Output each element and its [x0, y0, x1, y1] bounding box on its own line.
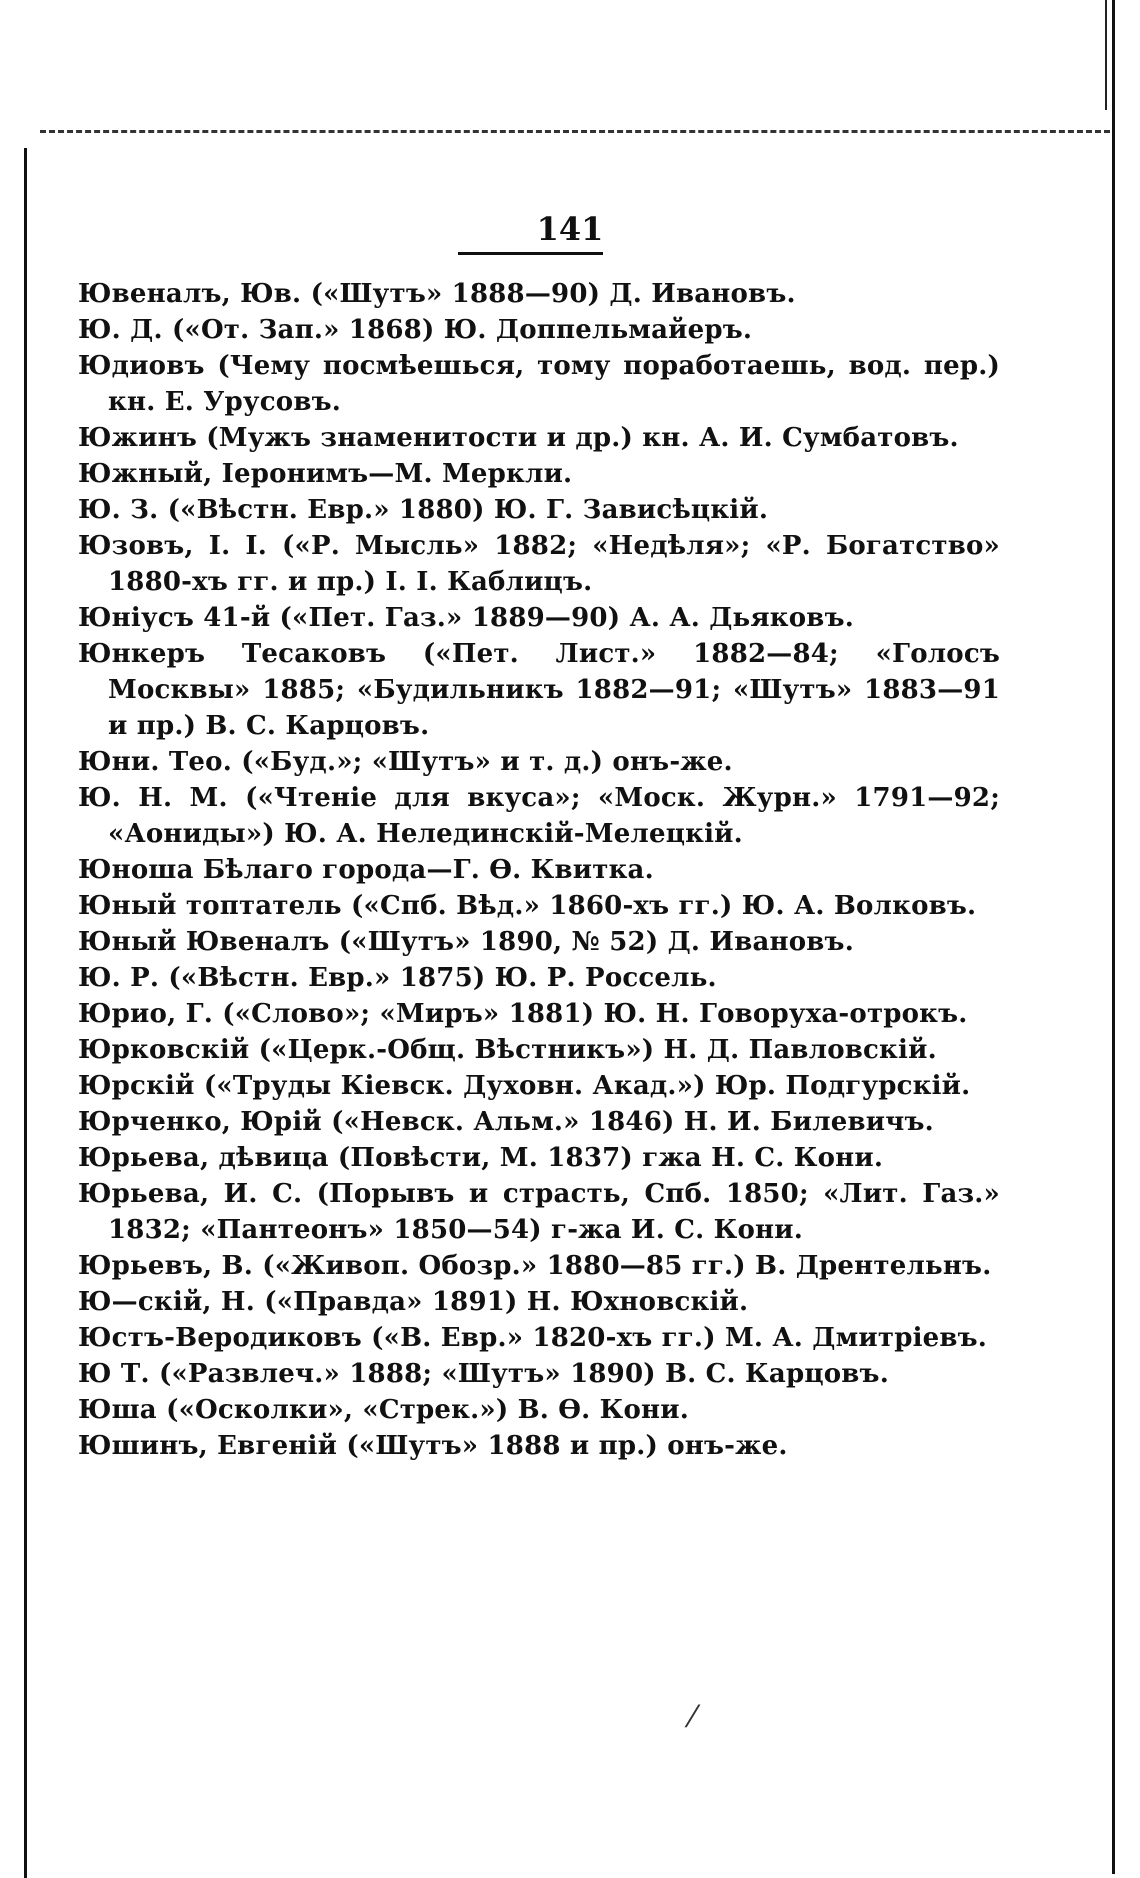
stray-mark: ⁄	[690, 1700, 696, 1735]
list-item: Юрьева, И. С. (Порывъ и страсть, Спб. 1850; «Лит. Газ.» 1832; «Пантеонъ» 1850—54) г-жа И. С. Кони.	[78, 1179, 1000, 1245]
list-item: Ю. Д. («От. Зап.» 1868) Ю. Доппельмайеръ.	[78, 315, 753, 345]
list-item: Юрченко, Юрій («Невск. Альм.» 1846) Н. И. Билевичъ.	[78, 1107, 934, 1137]
list-item: Южинъ (Мужъ знаменитости и др.) кн. А. И. Сумбатовъ.	[78, 423, 959, 453]
list-item: Ювеналъ, Юв. («Шутъ» 1888—90) Д. Ивановъ.	[78, 279, 796, 309]
list-item: Южный, Іеронимъ—М. Меркли.	[78, 459, 573, 489]
list-item: Юнкеръ Тесаковъ («Пет. Лист.» 1882—84; «Голосъ Москвы» 1885; «Будильникъ 1882—91; «Шутъ» 1883—91 и пр.) В. С. Карцовъ.	[78, 639, 1000, 741]
list-item: Юзовъ, І. І. («Р. Мысль» 1882; «Недѣля»; «Р. Богатство» 1880-хъ гг. и пр.) І. І. Каблицъ.	[78, 531, 1000, 597]
list-item: Юрковскій («Церк.-Общ. Вѣстникъ») Н. Д. Павловскій.	[78, 1035, 937, 1065]
list-item: Ю Т. («Развлеч.» 1888; «Шутъ» 1890) В. С. Карцовъ.	[78, 1359, 889, 1389]
page-number-underline	[458, 252, 603, 255]
list-item: Юрио, Г. («Слово»; «Миръ» 1881) Ю. Н. Говоруха-отрокъ.	[78, 999, 968, 1029]
entries-list	[78, 276, 1000, 1464]
list-item: Юдиовъ (Чему посмѣешься, тому поработаешь, вод. пер.) кн. Е. Урусовъ.	[78, 351, 1000, 417]
page-number: 141	[536, 210, 604, 248]
page-left-border	[24, 148, 27, 1878]
list-item: Юный топтатель («Спб. Вѣд.» 1860-хъ гг.) Ю. А. Волковъ.	[78, 891, 977, 921]
list-item: Юстъ-Веродиковъ («В. Евр.» 1820-хъ гг.) М. А. Дмитріевъ.	[78, 1323, 988, 1353]
list-item: Ю—скій, Н. («Правда» 1891) Н. Юхновскій.	[78, 1287, 749, 1317]
list-item: Юша («Осколки», «Стрек.») В. Ѳ. Кони.	[78, 1395, 689, 1425]
list-item: Юшинъ, Евгеній («Шутъ» 1888 и пр.) онъ-же.	[78, 1431, 788, 1461]
list-item: Юрьевъ, В. («Живоп. Обозр.» 1880—85 гг.) В. Дрентельнъ.	[78, 1251, 992, 1281]
list-item: Юный Ювеналъ («Шутъ» 1890, № 52) Д. Ивановъ.	[78, 927, 854, 957]
page-right-border	[1112, 0, 1115, 1874]
list-item: Ю. Н. М. («Чтеніе для вкуса»; «Моск. Журн.» 1791—92; «Аониды») Ю. А. Нелединскій-Мелецкій.	[78, 783, 1000, 849]
list-item: Юрьева, дѣвица (Повѣсти, М. 1837) гжа Н. С. Кони.	[78, 1143, 884, 1173]
list-item: Юноша Бѣлаго города—Г. Ѳ. Квитка.	[78, 855, 654, 885]
list-item: Юрскій («Труды Кіевск. Духовн. Акад.») Юр. Подгурскій.	[78, 1071, 971, 1101]
top-dashed-rule	[40, 130, 1110, 133]
list-item: Юніусъ 41-й («Пет. Газ.» 1889—90) А. А. Дьяковъ.	[78, 603, 854, 633]
page-edge-line	[1105, 0, 1107, 110]
list-item: Ю. З. («Вѣстн. Евр.» 1880) Ю. Г. Завиcѣцкій.	[78, 495, 769, 525]
list-item: Ю. Р. («Вѣстн. Евр.» 1875) Ю. Р. Россель.	[78, 963, 717, 993]
list-item: Юни. Тео. («Буд.»; «Шутъ» и т. д.) онъ-же.	[78, 747, 733, 777]
